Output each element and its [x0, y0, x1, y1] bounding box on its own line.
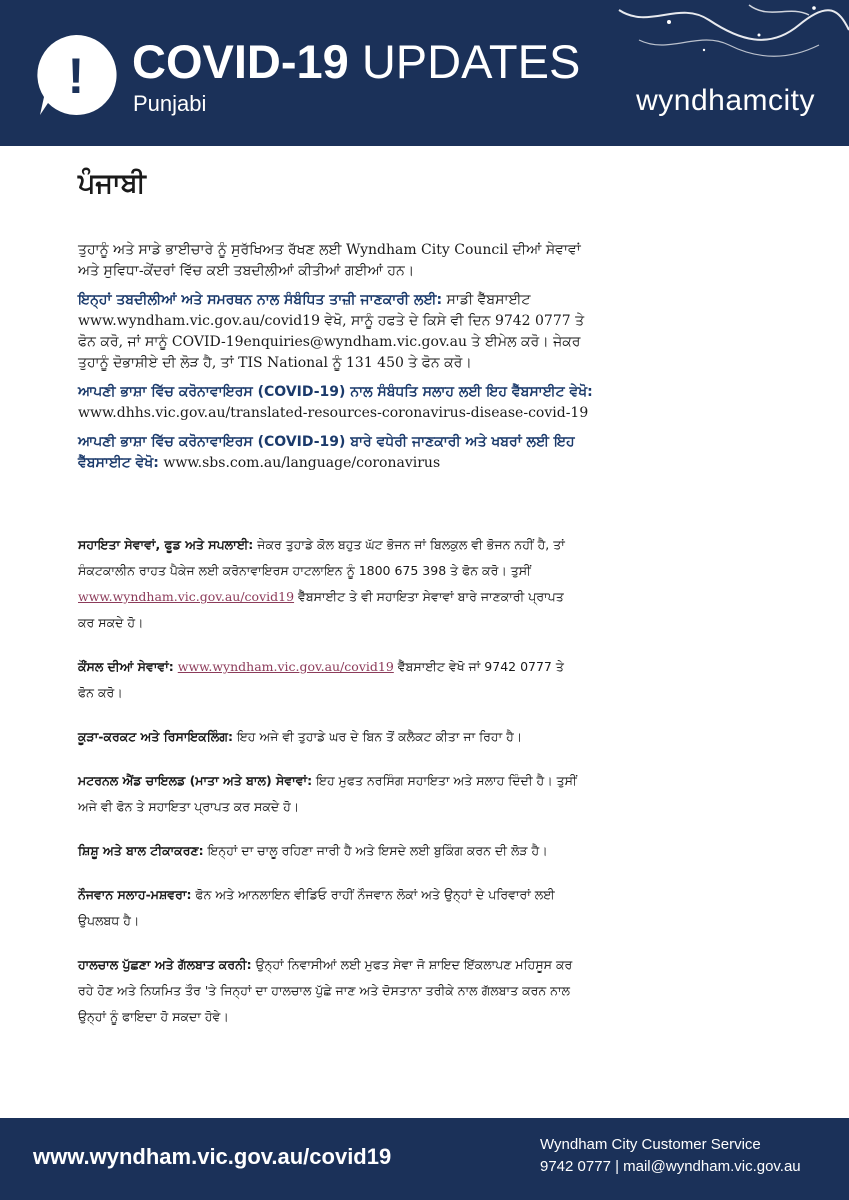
customer-service-title: Wyndham City Customer Service	[540, 1136, 761, 1153]
immunisation-item: ਸ਼ਿਸ਼ੂ ਅਤੇ ਬਾਲ ਟੀਕਾਕਰਣ: ਇਨ੍ਹਾਂ ਦਾ ਚਾਲੂ ਰਹਿਣਾ ਜਾਰੀ ਹੈ ਅਤੇ ਇਸਦੇ ਲਈ ਬੁਕਿੰਗ ਕਰਨ ਦੀ ਲੋੜ ਹੈ।	[78, 843, 548, 858]
footer-url: www.wyndham.vic.gov.au/covid19	[33, 1144, 392, 1169]
services-section	[78, 532, 578, 1048]
check-in-item: ਹਾਲਚਾਲ ਪੁੱਛਣਾ ਅਤੇ ਗੱਲਬਾਤ ਕਰਨੀ: ਉਨ੍ਹਾਂ ਨਿਵਾਸੀਆਂ ਲਈ ਮੁਫਤ ਸੇਵਾ ਜੋ ਸ਼ਾਇਦ ਇੱਕਲਾਪਣ ਮਹਿਸੂਸ ਕਰ ਰਹੇ ਹੋਣ ਅਤੇ ਨਿਯਮਿਤ ਤੌਰ 'ਤੇ ਜਿਨ੍ਹਾਂ ਦਾ ਹਾਲਚਾਲ ਪੁੱਛੇ ਜਾਣ ਅਤੇ ਦੋਸਤਾਨਾ ਤਰੀਕੇ ਨਾਲ ਗੱਲਬਾਤ ਕਰਨ ਨਾਲ ਉਨ੍ਹਾਂ ਨੂੰ ਫਾਇਦਾ ਹੋ ਸਕਦਾ ਹੋਵੇ।	[78, 957, 573, 1024]
updates-paragraph: ਇਨ੍ਹਾਂ ਤਬਦੀਲੀਆਂ ਅਤੇ ਸਮਰਥਨ ਨਾਲ ਸੰਬੰਧਿਤ ਤਾਜ਼ੀ ਜਾਣਕਾਰੀ ਲਈ: ਸਾਡੀ ਵੈੱਬਸਾਈਟ www.wyndham.vic.gov.au/covid19 ਵੇਖੋ, ਸਾਨੂੰ ਹਫਤੇ ਦੇ ਕਿਸੇ ਵੀ ਦਿਨ 9742 0777 ਤੇ ਫੋਨ ਕਰੋ, ਜਾਂ ਸਾਨੂੰ COVID-19enquiries@wyndham.vic.gov.au ਤੇ ਈਮੇਲ ਕਰੋ। ਜੇਕਰ ਤੁਹਾਨੂੰ ਦੋਭਾਸ਼ੀਏ ਦੀ ਲੋੜ ਹੈ, ਤਾਂ TIS National ਨੂੰ 131 450 ਤੇ ਫੋਨ ਕਰੋ।	[78, 292, 585, 371]
council-link[interactable]: www.wyndham.vic.gov.au/covid19	[177, 659, 394, 674]
language-subtitle: Punjabi	[133, 91, 207, 116]
footer-banner	[0, 1118, 849, 1200]
support-services-item: ਸਹਾਇਤਾ ਸੇਵਾਵਾਂ, ਫੂਡ ਅਤੇ ਸਪਲਾਈ: ਜੇਕਰ ਤੁਹਾਡੇ ਕੋਲ ਬਹੁਤ ਘੱਟ ਭੋਜਨ ਜਾਂ ਬਿਲਕੁਲ ਵੀ ਭੋਜਨ ਨਹੀਂ ਹੈ, ਤਾਂ ਸੰਕਟਕਾਲੀਨ ਰਾਹਤ ਪੈਕੇਜ ਲਈ ਕਰੋਨਾਵਾਇਰਸ ਹਾਟਲਾਇਨ ਨੂੰ 1800 675 398 ਤੇ ਫੋਨ ਕਰੋ। ਤੁਸੀਂ www.wyndham.vic.gov.au/covid19 ਵੈੱਬਸਾਈਟ ਤੇ ਵੀ ਸਹਾਇਤਾ ਸੇਵਾਵਾਂ ਬਾਰੇ ਜਾਣਕਾਰੀ ਪ੍ਰਾਪਤ ਕਰ ਸਕਦੇ ਹੋ।	[78, 537, 565, 630]
waste-item: ਕੂੜਾ-ਕਰਕਟ ਅਤੇ ਰਿਸਾਇਕਲਿੰਗ: ਇਹ ਅਜੇ ਵੀ ਤੁਹਾਡੇ ਘਰ ਦੇ ਬਿਨ ਤੋਂ ਕਲੈਕਟ ਕੀਤਾ ਜਾ ਰਿਹਾ ਹੈ।	[78, 729, 523, 744]
decorative-swirl-pattern	[609, 0, 849, 70]
intro-section	[78, 168, 598, 482]
header-banner	[0, 0, 849, 146]
alert-speech-bubble-icon	[34, 33, 118, 117]
news-paragraph: ਆਪਣੀ ਭਾਸ਼ਾ ਵਿੱਚ ਕਰੋਨਾਵਾਇਰਸ (COVID-19) ਬਾਰੇ ਵਧੇਰੀ ਜਾਣਕਾਰੀ ਅਤੇ ਖਬਰਾਂ ਲਈ ਇਹ ਵੈੱਬਸਾਈਟ ਵੇਖੋ: www.sbs.com.au/language/coronavirus	[78, 434, 575, 471]
support-link[interactable]: www.wyndham.vic.gov.au/covid19	[78, 589, 295, 604]
advice-paragraph: ਆਪਣੀ ਭਾਸ਼ਾ ਵਿੱਚ ਕਰੋਨਾਵਾਇਰਸ (COVID-19) ਨਾਲ ਸੰਬੰਧਤਿ ਸਲਾਹ ਲਈ ਇਹ ਵੈੱਬਸਾਈਟ ਵੇਖੋ: www.dhhs.vic.gov.au/translated-resources-coronavirus-disease-covid-19	[78, 384, 593, 421]
customer-service-info	[540, 1134, 801, 1178]
page-title: COVID-19 UPDATES	[132, 35, 581, 88]
youth-counselling-item: ਨੌਜਵਾਨ ਸਲਾਹ-ਮਸ਼ਵਰਾ: ਫੋਨ ਅਤੇ ਆਨਲਾਇਨ ਵੀਡਿਓ ਰਾਹੀਂ ਨੌਜਵਾਨ ਲੋਕਾਂ ਅਤੇ ਉਨ੍ਹਾਂ ਦੇ ਪਰਿਵਾਰਾਂ ਲਈ ਉਪਲਬਧ ਹੈ।	[78, 887, 555, 928]
customer-service-contact: 9742 0777 | mail@wyndham.vic.gov.au	[540, 1158, 801, 1175]
language-title: ਪੰਜਾਬੀ	[78, 168, 146, 199]
intro-paragraph: ਤੁਹਾਨੂੰ ਅਤੇ ਸਾਡੇ ਭਾਈਚਾਰੇ ਨੂੰ ਸੁਰੱਖਿਅਤ ਰੱਖਣ ਲਈ Wyndham City Council ਦੀਆਂ ਸੇਵਾਵਾਂ ਅਤੇ ਸੁਵਿਧਾ-ਕੇਂਦਰਾਂ ਵਿੱਚ ਕਈ ਤਬਦੀਲੀਆਂ ਕੀਤੀਆਂ ਗਈਆਂ ਹਨ।	[78, 242, 581, 279]
alert-symbol: !	[67, 48, 85, 104]
brand-logo: wyndhamcity	[636, 84, 815, 117]
council-services-item: ਕੌਂਸਲ ਦੀਆਂ ਸੇਵਾਵਾਂ: www.wyndham.vic.gov.au/covid19 ਵੈੱਬਸਾਈਟ ਵੇਖੋ ਜਾਂ 9742 0777 ਤੇ ਫੋਨ ਕਰੋ।	[78, 659, 564, 700]
maternal-child-item: ਮਟਰਨਲ ਐਂਡ ਚਾਇਲਡ (ਮਾਤਾ ਅਤੇ ਬਾਲ) ਸੇਵਾਵਾਂ: ਇਹ ਮੁਫਤ ਨਰਸਿੰਗ ਸਹਾਇਤਾ ਅਤੇ ਸਲਾਹ ਦਿੰਦੀ ਹੈ। ਤੁਸੀਂ ਅਜੇ ਵੀ ਫੋਨ ਤੇ ਸਹਾਇਤਾ ਪ੍ਰਾਪਤ ਕਰ ਸਕਦੇ ਹੋ।	[78, 773, 577, 814]
